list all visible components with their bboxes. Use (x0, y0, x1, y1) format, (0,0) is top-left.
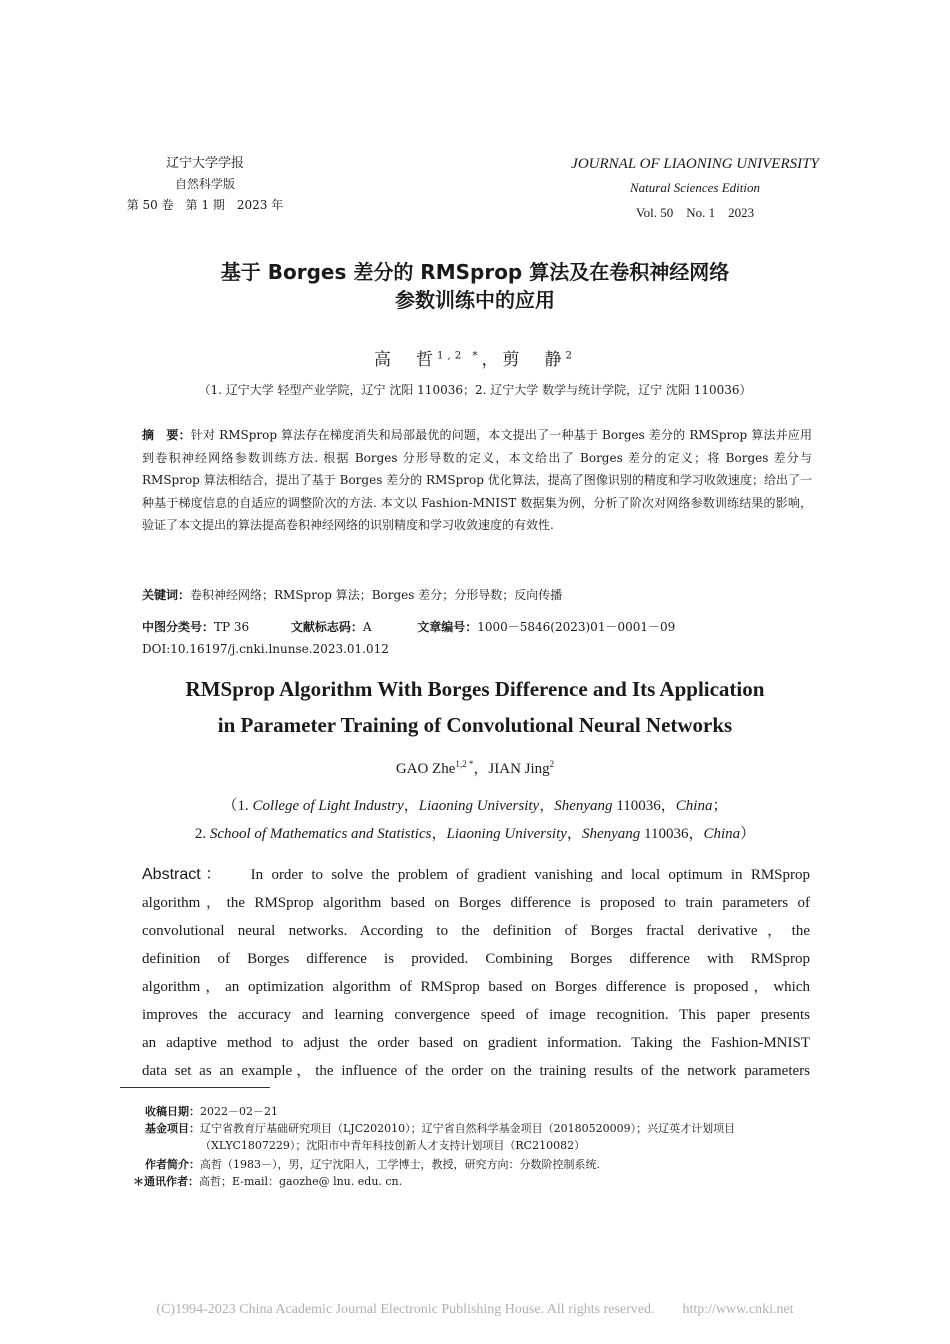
aff-en-2-country: China (703, 826, 741, 842)
affiliation-en-line2 (0, 822, 950, 843)
aff-en-1-country: China (675, 798, 713, 814)
footnote-author (145, 1157, 835, 1174)
abstract-en-line8: data set as an example，the influence of the order on the training results of the network parameters (142, 1063, 810, 1079)
aff-en-1-sep2: ， (539, 798, 555, 814)
aff-en-2-sep2: ， (566, 826, 582, 842)
author-cn-sep: ， (481, 350, 503, 370)
aff-en-2-sep1: ， (431, 826, 447, 842)
keywords-cn-text: 卷积神经网络；RMSprop 算法；Borges 差分；分形导数；反向传播 (190, 588, 563, 602)
keywords-cn (142, 584, 812, 607)
doc-code-label: 文献标志码： (290, 620, 363, 634)
author-intro-value: 高哲（1983－），男，辽宁沈阳人，工学博士，教授，研究方向：分数阶控制系统. (200, 1158, 600, 1171)
edition-cn: 自然科学版 (174, 177, 235, 191)
title-en-line1: RMSprop Algorithm With Borges Difference and Its Application (185, 677, 765, 701)
fund-value-1: 辽宁省教育厅基础研究项目（LJC202010）；辽宁省自然科学基金项目（20180520009）；兴辽英才计划项目 (200, 1122, 736, 1135)
author-cn-1: 高 哲 (373, 350, 437, 370)
abstract-en-line3: convolutional neural networks. According to the definition of Borges fractal derivative，the (142, 923, 810, 939)
abstract-en-line6: improves the accuracy and learning convergence speed of image recognition. This paper presents (142, 1007, 810, 1023)
author-cn-1-sup: 1,2 * (436, 350, 482, 362)
author-cn-2-sup: 2 (565, 350, 577, 362)
footnote-fund (145, 1121, 835, 1138)
aff-en-2-school: School of Mathematics and Statistics (209, 826, 432, 842)
doc-code-value: A (362, 620, 372, 634)
footnote-corresponding (133, 1174, 823, 1191)
aff-en-2-num: 2. (194, 826, 210, 842)
journal-name-en: JOURNAL OF LIAONING UNIVERSITY (571, 156, 819, 172)
aff-en-1-end: ； (712, 798, 728, 814)
edition-en: Natural Sciences Edition (630, 180, 760, 195)
article-no-value: 1000－5846(2023)01－0001－09 (477, 620, 676, 634)
author-en-2: JIAN Jing (488, 761, 550, 777)
keywords-cn-label: 关键词： (142, 588, 191, 602)
affiliation-en-line1 (0, 794, 950, 815)
footnote-received (145, 1104, 835, 1121)
author-en-1: GAO Zhe (395, 761, 456, 777)
abstract-en-line5: algorithm，an optimization algorithm of RMSprop based on Borges difference is proposed，which (142, 979, 810, 995)
article-no-label: 文章编号： (417, 620, 478, 634)
abstract-en-label: Abstract： (142, 866, 226, 883)
author-en-1-sup: 1,2 * (455, 759, 474, 769)
author-en-2-sup: 2 (549, 759, 555, 769)
abstract-en-line7: an adaptive method to adjust the order based on gradient information. Taking the Fashion-MNIST (142, 1035, 810, 1051)
journal-name-cn: 辽宁大学学报 (165, 156, 244, 171)
title-cn-line2: 参数训练中的应用 (395, 288, 555, 312)
footnote-rule (120, 1087, 270, 1088)
received-value: 2022－02－21 (200, 1105, 278, 1118)
issue-en: Vol. 50 No. 1 2023 (635, 205, 755, 220)
copyright-notice: (C)1994-2023 China Academic Journal Electronic Publishing House. All rights reserved. http://www.cnki.net (156, 1302, 794, 1317)
title-cn-line1: 基于 Borges 差分的 RMSprop 算法及在卷积神经网络 (220, 260, 730, 284)
authors-cn (0, 345, 950, 370)
abstract-en-line2: algorithm，the RMSprop algorithm based on Borges difference is proposed to train parameters of (142, 895, 810, 911)
aff-en-1-sep1: ， (403, 798, 419, 814)
fund-label: 基金项目： (145, 1122, 200, 1135)
aff-en-1-univ: Liaoning University (418, 798, 540, 814)
aff-en-1-num: （1. (222, 798, 253, 814)
aff-en-1-college: College of Light Industry (252, 798, 404, 814)
aff-en-1-zip: 110036， (612, 798, 676, 814)
abstract-en-line1 (142, 861, 810, 889)
received-label: 收稿日期： (145, 1105, 200, 1118)
authors-en (0, 757, 950, 778)
author-en-sep: ， (473, 761, 489, 777)
issue-cn: 第 50 卷 第 1 期 2023 年 (126, 198, 284, 212)
abstract-en-line4: definition of Borges difference is provided. Combining Borges difference with RMSprop (142, 951, 810, 967)
fund-value-2: （XLYC1807229）；沈阳市中青年科技创新人才支持计划项目（RC210082） (200, 1139, 586, 1152)
clc-label: 中图分类号： (142, 620, 215, 634)
clc-value: TP 36 (214, 620, 250, 634)
aff-en-2-end: ） (740, 826, 756, 842)
title-en-line2: in Parameter Training of Convolutional Neural Networks (217, 713, 733, 737)
abstract-cn-label: 摘 要： (142, 428, 191, 442)
abstract-cn (142, 424, 812, 537)
aff-en-1-city: Shenyang (554, 798, 613, 814)
affiliation-cn: （1. 辽宁大学 轻型产业学院，辽宁 沈阳 110036；2. 辽宁大学 数学与统计学院，辽宁 沈阳 110036） (198, 383, 752, 397)
abstract-en-text-1: In order to solve the problem of gradient vanishing and local optimum in RMSprop (250, 867, 810, 883)
corresponding-label: ＊通讯作者： (133, 1175, 199, 1188)
abstract-cn-text: 针对 RMSprop 算法存在梯度消失和局部最优的问题，本文提出了一种基于 Borges 差分的 RMSprop 算法并应用到卷积神经网络参数训练方法. 根据 Borges 分形导数的定义，本文给出了 Borges 差分的定义；将 Borges 差分与 RMSprop 算法相结合，提出了基于 Borges 差分的 RMSprop 优化算法，提高了图像识别的精度和学习收敛速度；给出了一种基于梯度信息的自适应的调整阶次的方法. 本文以 Fashion-MNIST 数据集为例，分析了阶次对网络参数训练结果的影响，验证了本文提出的算法提高卷积神经网络的识别精度和学习收敛速度的有效性. (142, 428, 812, 532)
corresponding-value: 高哲；E-mail：gaozhe@ lnu. edu. cn. (199, 1175, 403, 1188)
doi: DOI:10.16197/j.cnki.lnunse.2023.01.012 (142, 642, 389, 656)
aff-en-2-univ: Liaoning University (446, 826, 567, 842)
aff-en-2-city: Shenyang (581, 826, 641, 842)
classification-line (142, 618, 822, 635)
author-intro-label: 作者简介： (145, 1158, 200, 1171)
author-cn-2: 剪 静 (502, 350, 566, 370)
aff-en-2-zip: 110036， (640, 826, 704, 842)
